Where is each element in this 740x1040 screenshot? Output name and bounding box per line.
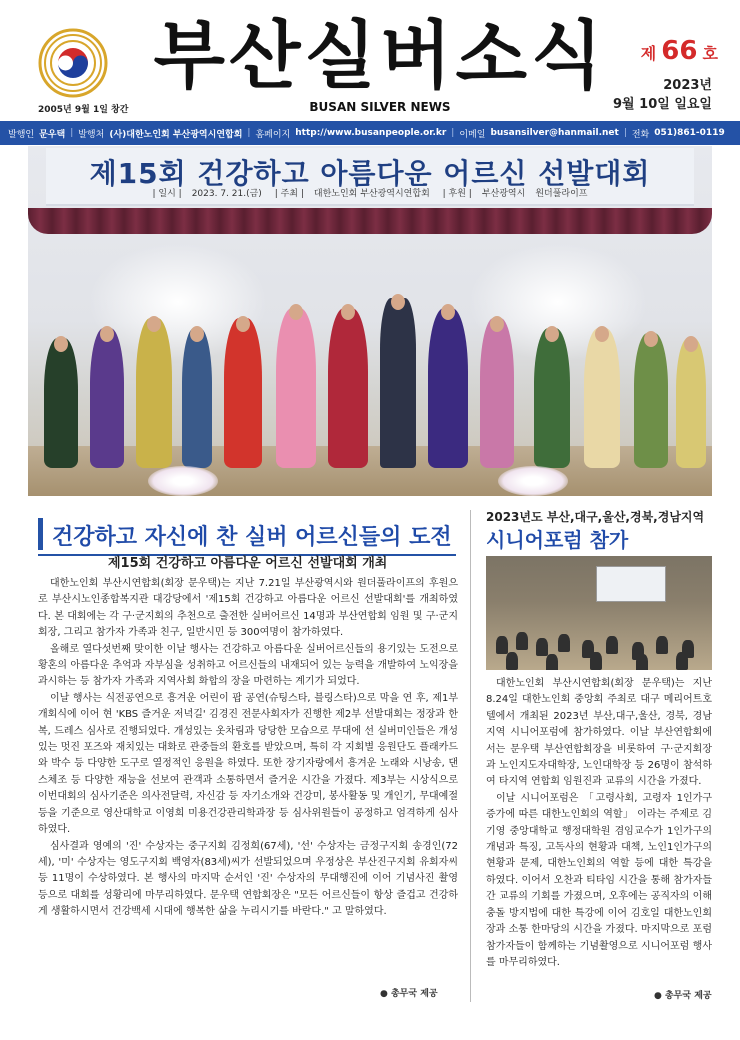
email-label: 이메일 — [459, 129, 486, 140]
founding-date: 2005년 9월 1일 창간 — [38, 105, 129, 115]
participant-head — [100, 326, 114, 342]
flower-decoration — [498, 466, 568, 496]
participant-head — [190, 326, 204, 342]
main-subheadline: 제15회 건강하고 아름다운 어르신 선발대회 개최 — [108, 556, 388, 571]
masthead — [0, 0, 740, 120]
publisher-info-bar — [0, 121, 740, 145]
newspaper-subtitle: BUSAN SILVER NEWS — [309, 100, 451, 114]
audience-member — [636, 654, 648, 670]
email-link[interactable]: busansilver@hanmail.net — [490, 128, 619, 138]
participant-head — [236, 316, 250, 332]
phone-label: 전화 — [631, 129, 650, 140]
forum-photo — [486, 556, 712, 670]
org-label: 발행처 — [78, 129, 105, 140]
participant-head — [490, 316, 504, 332]
issue-prefix: 제 — [640, 44, 657, 63]
headline-bar — [38, 514, 456, 556]
senior-association-logo-icon — [38, 28, 108, 98]
audience-member — [676, 652, 688, 670]
participant — [224, 318, 262, 468]
banner-title: 제15회 건강하고 아름다운 어르신 선발대회 — [89, 157, 651, 190]
flower-decoration — [148, 466, 218, 496]
audience-member — [590, 652, 602, 670]
participant-head — [391, 294, 405, 310]
participant-head — [147, 316, 161, 332]
audience-member — [546, 654, 558, 670]
divider: | — [623, 128, 627, 138]
audience-member — [506, 652, 518, 670]
divider: | — [451, 128, 455, 138]
issue-value: 66 — [661, 36, 698, 66]
participant — [276, 308, 316, 468]
photo-credit: ● 총무국 제공 — [380, 989, 438, 999]
participant — [136, 318, 172, 468]
participant-head — [341, 304, 355, 320]
phone-number: 051)861-0119 — [654, 128, 725, 138]
banner-host-label: | 주최 | — [274, 189, 304, 199]
audience-member — [536, 638, 548, 656]
stage-curtain — [28, 208, 712, 234]
main-article — [28, 508, 466, 1008]
divider: | — [70, 128, 74, 138]
participant — [534, 328, 570, 468]
main-article-body — [38, 576, 458, 921]
participant — [480, 318, 514, 468]
newspaper-title: 부산실버소식 — [153, 13, 607, 99]
banner-date: 2023. 7. 21.(금) — [191, 189, 262, 199]
participant — [182, 328, 212, 468]
issue-suffix: 호 — [702, 44, 718, 63]
audience-member — [496, 636, 508, 654]
banner-details — [46, 186, 694, 199]
side-kicker: 2023년도 부산,대구,울산,경북,경남지역 — [486, 510, 705, 524]
presentation-screen — [596, 566, 666, 602]
paragraph: 이날 시니어포럼은 「고령사회, 고령자 1인가구 증가에 따른 대한노인회의 역할」 이라는 주제로 김기영 중앙대학교 행정대학원 겸임교수가 1인가구의 개념과 특징, 고독사의 현황과 대책, 노인1인가구의 현황과 문제, 대한노인회의 역할 등에 대한 특강을 하였다. 이어서 오찬과 티타임 시간을 통해 참가자들 간 교류의 기회를 가졌으며, 오후에는 공직자의 이해충돌 방지법에 대한 특강에 이어 김호일 대한노인회장과 소통 한마당의 시간을 가졌다. 마지막으로 포럼 참가자들이 함께하는 기념촬영으로 시니어포럼 행사를 마무리하였다. — [486, 792, 712, 968]
participant-head — [595, 326, 609, 342]
issue-year: 2023년 — [663, 78, 712, 93]
event-banner — [46, 148, 694, 206]
paragraph: 대한노인회 부산시연합회(회장 문우택)는 지난 7.21일 부산광역시와 원더풀라이프의 후원으로 부산시노인종합복지관 대강당에서 '제15회 건강하고 아름다운 어르신 선발대회'를 개최하였다. 본 대회에는 각 구·군지회의 추천으로 출전한 실버어르신 14명과 부산연합회 임원 및 구·군지회장, 그리고 참가자 가족과 친구, 일반시민 등 300여명이 참가하였다. — [38, 578, 458, 639]
participant-head — [684, 336, 698, 352]
participant — [90, 328, 124, 468]
issue-number — [628, 36, 718, 66]
banner-sponsor-1: 부산광역시 — [481, 189, 526, 199]
publisher-name: 문우택 — [39, 129, 66, 140]
paragraph: 올해로 열다섯번째 맞이한 이날 행사는 건강하고 아름다운 실버어르신들의 용기있는 도전으로 황혼의 아름다운 추억과 자부심을 성취하고 어르신들의 내재되어 있는 능력을 개발하여 노익장을 과시하는 등 참가자 가족과 지역사회 화합의 장을 마련하는 계기가 되었다. — [38, 643, 458, 688]
org-name: (사)대한노인회 부산광역시연합회 — [109, 129, 243, 140]
banner-date-label: | 일시 | — [152, 189, 182, 199]
participant-head — [545, 326, 559, 342]
publisher-label: 발행인 — [8, 129, 35, 140]
banner-host: 대한노인회 부산광역시연합회 — [313, 189, 430, 199]
participant-man-in-suit — [380, 298, 416, 468]
participant-head — [644, 331, 658, 347]
issue-date: 9월 10일 일요일 — [613, 97, 712, 112]
audience-member — [606, 636, 618, 654]
website-link[interactable]: http://www.busanpeople.or.kr — [295, 128, 447, 138]
side-headline: 시니어포럼 참가 — [486, 528, 629, 552]
divider: | — [247, 128, 251, 138]
side-article — [476, 502, 712, 1012]
participant-head — [54, 336, 68, 352]
participant — [44, 338, 78, 468]
web-label: 홈페이지 — [255, 129, 291, 140]
side-article-body — [486, 676, 712, 971]
paragraph: 이날 행사는 식전공연으로 흥겨운 어린이 팝 공연(슈팅스타, 블링스타)으로 막을 연 후, 제1부 개회식에 이어 현 'KBS 즐거운 저녁길' 김경진 전문사회자가 진행한 제2부 선발대회는 정장과 한복, 드레스 심사로 진행되었다. 개성있는 옷차림과 당당한 모습으로 무대에 선 실버미인들은 개성있는 멋진 포즈와 재치있는 대화로 관중들의 환호를 받았으며, 특히 각 지회별 응원단도 플래카드와 박수 등 다양한 도구로 열정적인 응원을 하였다. 또한 장기자랑에서 흥겨운 노래와 시낭송, 댄스체조 등 다양한 재능을 선보여 관객과 소통하면서 즐거운 시간을 가졌다. 제3부는 시상식으로 이번대회의 심사기준은 의사전달력, 자신감 등 자기소개와 건강미, 봉사활동 및 개인기, 무대예절 등을 기준으로 영산대학교 이영희 미용건강관리학과장 등 심사위원들이 공정하고 엄격하게 심사하였다. — [38, 692, 458, 836]
audience-member — [558, 634, 570, 652]
audience-member — [656, 636, 668, 654]
participant — [634, 333, 668, 468]
participant-head — [289, 304, 303, 320]
paragraph: 대한노인회 부산시연합회(회장 문우택)는 지난 8.24일 대한노인회 중앙회 주최로 대구 메리어트호텔에서 개최된 2023년 부산,대구,울산, 경북, 경남지역 시니어포럼에 참가하였다. 이날 부산연합회에서는 문우택 부산연합회장을 비롯하여 구·군지회장과 노인지도자대학장, 노인대학장 등 26명이 참석하여 타지역 연합회 임원진과 교류의 시간을 가졌다. — [486, 678, 712, 788]
column-divider — [470, 510, 471, 1002]
main-headline: 건강하고 자신에 찬 실버 어르신들의 도전 — [52, 525, 452, 550]
banner-sponsor-2: 원더풀라이프 — [535, 189, 588, 199]
paragraph: 심사결과 영예의 '진' 수상자는 중구지회 김정희(67세), '선' 수상자는 금정구지회 송경인(72세), '미' 수상자는 영도구지회 백영자(83세)씨가 선발되었으며 우정상은 부산진구지회 유회자씨 등 11명이 수상하였다. 본 행사의 마지막 순서인 '진' 수상자의 무대행진에 이어 기념사진 촬영 등으로 대회를 성황리에 마무리하였다. 문우택 연합회장은 "모든 어르신들이 항상 즐겁고 건강하게 생활하시면서 건강백세 시대에 행복한 삶을 누리시기를 바란다." 고 말하였다. — [38, 840, 458, 918]
participant — [676, 338, 706, 468]
banner-sponsor-label: | 후원 | — [442, 189, 472, 199]
participant — [428, 308, 468, 468]
contest-photo — [28, 146, 712, 496]
participant — [584, 328, 620, 468]
audience-member — [516, 632, 528, 650]
photo-credit: ● 총무국 제공 — [654, 991, 712, 1001]
participant — [328, 308, 368, 468]
participant-head — [441, 304, 455, 320]
